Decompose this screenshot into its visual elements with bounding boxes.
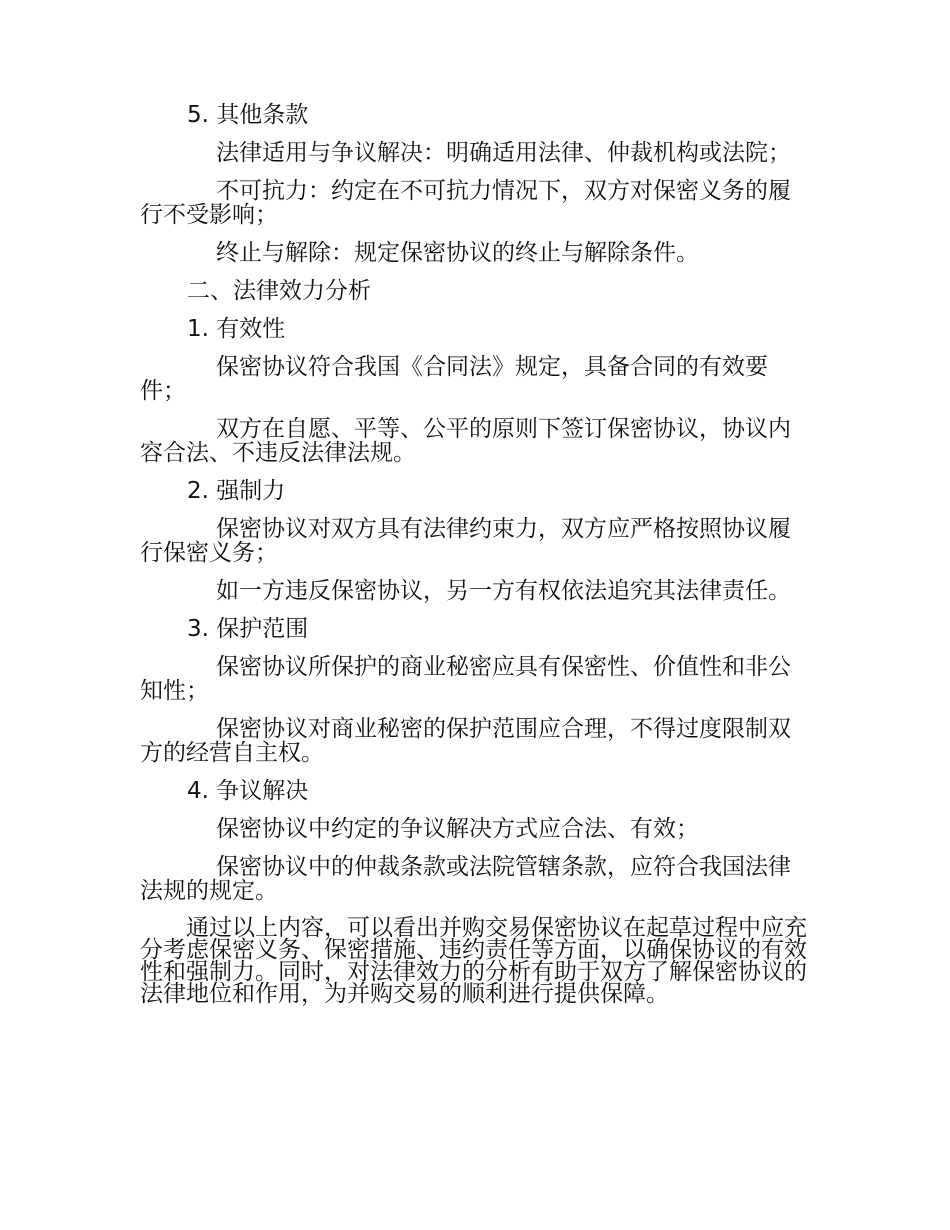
section-heading-protection-scope: 3. 保护范围 xyxy=(187,616,309,642)
summary-paragraph: 通过以上内容，可以看出并购交易保密协议在起草过程中应充分考虑保密义务、保密措施、违约责任等方面，以确保协议的有效性和强制力。同时，对法律效力的分析有助于双方了解保密协议的法律地位和作用，为并购交易的顺利进行提供保障。 xyxy=(140,915,807,1007)
section-heading-other-clauses: 5. 其他条款 xyxy=(187,102,309,128)
paragraph-validity-2: 双方在自愿、平等、公平的原则下签订保密协议，协议内容合法、不违反法律法规。 xyxy=(140,416,791,466)
paragraph-dispute-1: 保密协议中约定的争议解决方式应合法、有效； xyxy=(216,816,699,842)
section-heading-dispute-resolution: 4. 争议解决 xyxy=(187,778,309,804)
document-body xyxy=(140,103,808,1005)
paragraph-validity-1: 保密协议符合我国《合同法》规定，具备合同的有效要件； xyxy=(140,354,768,404)
paragraph-scope-1: 保密协议所保护的商业秘密应具有保密性、价值性和非公知性； xyxy=(140,654,791,704)
paragraph-enforceability-2: 如一方违反保密协议，另一方有权依法追究其法律责任。 xyxy=(216,578,791,604)
paragraph-dispute-2: 保密协议中的仲裁条款或法院管辖条款，应符合我国法律法规的规定。 xyxy=(140,854,791,904)
paragraph-force-majeure: 不可抗力：约定在不可抗力情况下，双方对保密义务的履行不受影响； xyxy=(140,178,791,228)
paragraph-termination: 终止与解除：规定保密协议的终止与解除条件。 xyxy=(216,240,699,266)
part-heading-legal-effect: 二、法律效力分析 xyxy=(187,278,371,304)
paragraph-scope-2: 保密协议对商业秘密的保护范围应合理，不得过度限制双方的经营自主权。 xyxy=(140,716,791,766)
paragraph-law-and-dispute: 法律适用与争议解决：明确适用法律、仲裁机构或法院； xyxy=(216,140,791,166)
section-heading-enforceability: 2. 强制力 xyxy=(187,478,286,504)
paragraph-enforceability-1: 保密协议对双方具有法律约束力，双方应严格按照协议履行保密义务； xyxy=(140,516,791,566)
section-heading-validity: 1. 有效性 xyxy=(187,316,286,342)
